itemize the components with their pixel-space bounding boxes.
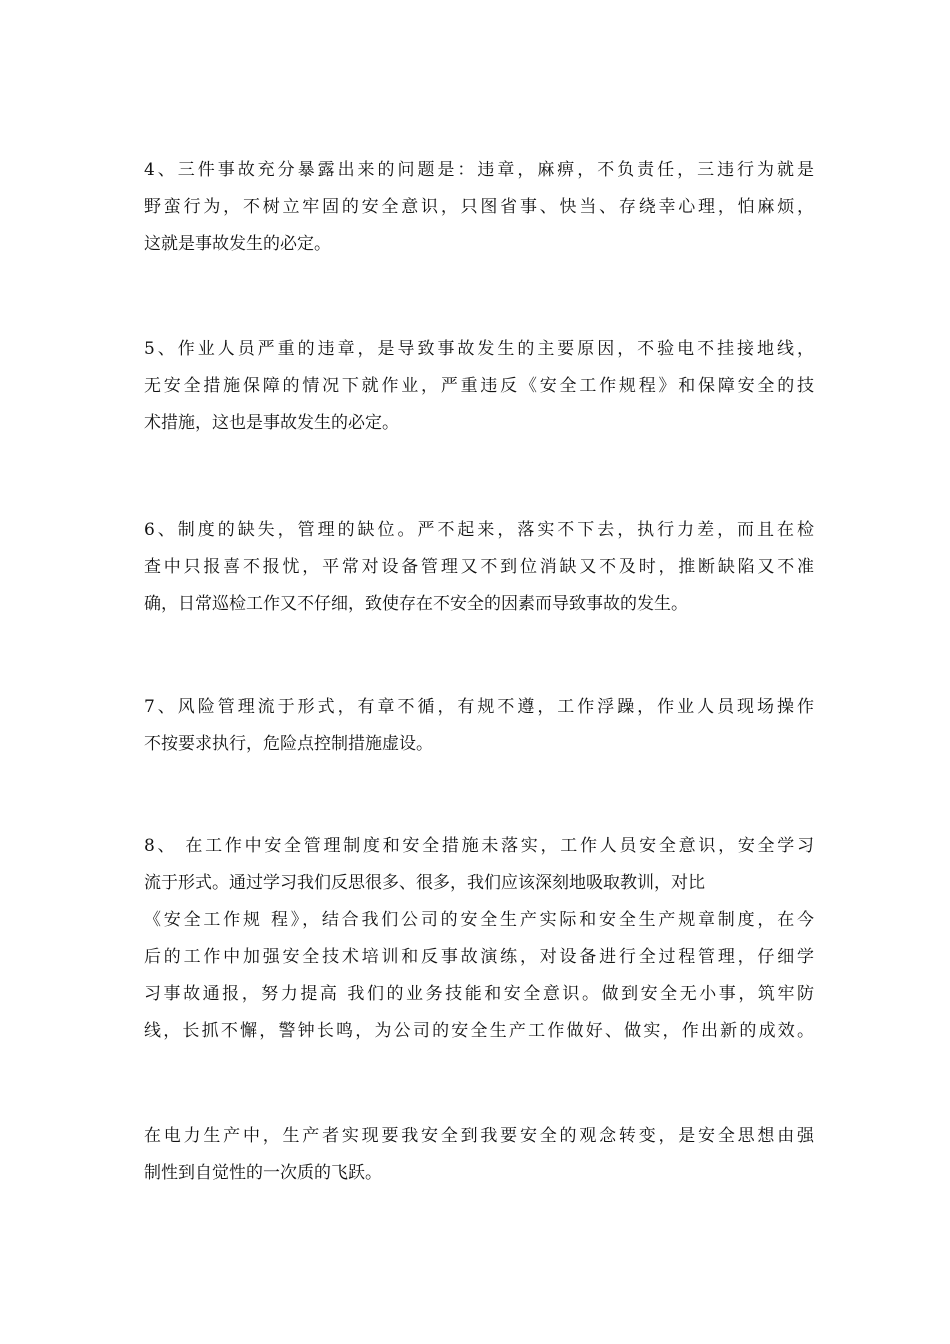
paragraph-line: 查中只报喜不报忧，平常对设备管理又不到位消缺又不及时，推断缺陷又不准 bbox=[144, 557, 814, 577]
paragraph-line: 5、作业人员严重的违章，是导致事故发生的主要原因，不验电不挂接地线， bbox=[144, 339, 814, 359]
paragraph-line: 无安全措施保障的情况下就作业，严重违反《安全工作规程》和保障安全的技 bbox=[144, 376, 814, 396]
paragraph-line: 不按要求执行，危险点控制措施虚设。 bbox=[144, 734, 433, 754]
paragraph-line: 8、 在工作中安全管理制度和安全措施未落实，工作人员安全意识，安全学习 bbox=[144, 836, 814, 856]
paragraph-item-7 bbox=[144, 689, 814, 763]
paragraph-item-5 bbox=[144, 331, 814, 442]
paragraph-line: 4、三件事故充分暴露出来的问题是：违章，麻痹，不负责任，三违行为就是 bbox=[144, 160, 814, 180]
paragraph-line: 后的工作中加强安全技术培训和反事故演练，对设备进行全过程管理，仔细学 bbox=[144, 947, 814, 967]
paragraph-line: 7、风险管理流于形式，有章不循，有规不遵，工作浮躁，作业人员现场操作 bbox=[144, 697, 814, 717]
paragraph-closing bbox=[144, 1118, 814, 1192]
paragraph-line: 制性到自觉性的一次质的飞跃。 bbox=[144, 1163, 382, 1183]
paragraph-line: 野蛮行为，不树立牢固的安全意识，只图省事、快当、存绕幸心理，怕麻烦， bbox=[144, 197, 814, 217]
paragraph-item-6 bbox=[144, 512, 814, 623]
paragraph-line: 这就是事故发生的必定。 bbox=[144, 234, 331, 254]
paragraph-line: 习事故通报，努力提高 我们的业务技能和安全意识。做到安全无小事，筑牢防 bbox=[144, 984, 814, 1004]
paragraph-line: 术措施，这也是事故发生的必定。 bbox=[144, 413, 399, 433]
paragraph-line: 在电力生产中，生产者实现要我安全到我要安全的观念转变，是安全思想由强 bbox=[144, 1126, 814, 1146]
paragraph-item-4 bbox=[144, 152, 814, 263]
paragraph-line: 确，日常巡检工作又不仔细，致使存在不安全的因素而导致事故的发生。 bbox=[144, 594, 688, 614]
paragraph-line: 流于形式。通过学习我们反思很多、很多，我们应该深刻地吸取教训，对比 bbox=[144, 873, 705, 893]
paragraph-item-8 bbox=[144, 828, 814, 1050]
paragraph-line: 《安全工作规 程》，结合我们公司的安全生产实际和安全生产规章制度，在今 bbox=[144, 910, 814, 930]
paragraph-line: 6、制度的缺失，管理的缺位。严不起来，落实不下去，执行力差，而且在检 bbox=[144, 520, 814, 540]
paragraph-line: 线，长抓不懈，警钟长鸣，为公司的安全生产工作做好、做实，作出新的成效。 bbox=[144, 1021, 814, 1041]
